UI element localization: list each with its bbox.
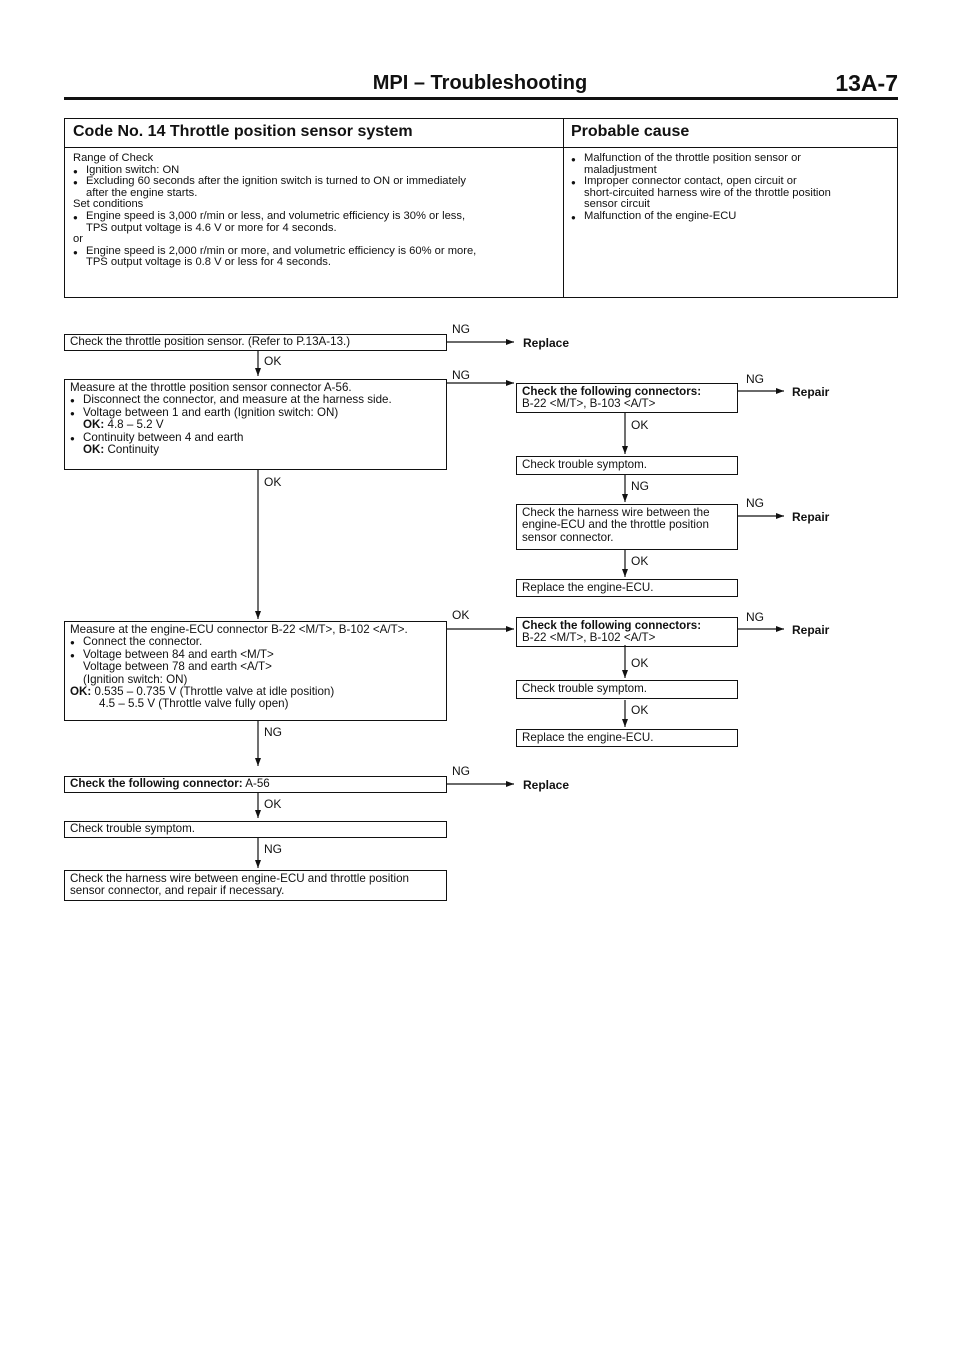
set-conditions-label: Set conditions	[73, 198, 144, 211]
check-tps-box[interactable]	[64, 334, 447, 351]
check-harness-line: engine-ECU and the throttle position	[522, 518, 709, 532]
check-harness-line: Check the harness wire between the	[522, 506, 710, 519]
set-condition-continued: TPS output voltage is 0.8 V or less for 4 seconds.	[86, 256, 332, 269]
check-trouble-text: Check trouble symptom.	[70, 822, 196, 835]
ok-value: 0.535 – 0.735 V (Throttle valve at idle position)	[94, 685, 335, 699]
measure-tps-box[interactable]	[64, 379, 447, 470]
check-trouble-box[interactable]	[516, 456, 738, 475]
ok-label: OK:	[70, 685, 92, 699]
ng-label: NG	[452, 368, 470, 382]
replace-result: Replace	[523, 778, 570, 792]
ok-label: OK:	[83, 443, 105, 457]
check-harness-box[interactable]	[516, 504, 738, 550]
or-label: or	[73, 233, 83, 246]
range-label: Range of Check	[73, 152, 154, 164]
cause-item: ● Malfunction of the engine-ECU	[571, 211, 889, 223]
measure-ecu-box[interactable]	[64, 621, 447, 721]
check-harness-line: sensor connector.	[522, 530, 614, 544]
measure-ecu-line: Measure at the engine-ECU connector B-22 <M/T>, B-102 <A/T>.	[70, 623, 408, 636]
measure-tps-bullet: ● Continuity between 4 and earth	[70, 432, 441, 444]
ng-label: NG	[264, 842, 282, 856]
ok-label: OK	[264, 475, 282, 489]
set-condition-item: ● Engine speed is 3,000 r/min or less, and volumetric efficiency is 30% or less,	[73, 211, 555, 223]
check-trouble-box[interactable]	[64, 821, 447, 838]
replace-result: Replace	[523, 336, 570, 350]
ok-label: OK	[264, 354, 282, 368]
check-connectors-b103-box[interactable]	[516, 383, 738, 413]
ng-label: NG	[631, 479, 649, 493]
cause-item-continued: short-circuited harness wire of the throttle position	[584, 186, 831, 199]
ng-label: NG	[264, 725, 282, 739]
cause-item-continued: maladjustment	[584, 163, 657, 176]
ok-label: OK	[452, 608, 470, 622]
check-connectors-detail: B-22 <M/T>, B-102 <A/T>	[522, 631, 656, 645]
page-title: MPI – Troubleshooting	[372, 72, 588, 94]
check-connectors-b102-box[interactable]	[516, 617, 738, 647]
measure-ecu-bullet: ● Voltage between 84 and earth <M/T>	[70, 649, 441, 661]
ng-label: NG	[746, 496, 764, 510]
check-connector-title: Check the following connector:	[70, 777, 243, 790]
check-connector-a56-box[interactable]	[64, 776, 447, 793]
cause-item: ● Malfunction of the throttle position sensor or	[571, 153, 889, 165]
ok-value: Continuity	[107, 443, 160, 457]
check-connectors-detail: B-22 <M/T>, B-103 <A/T>	[522, 397, 656, 411]
ok-label: OK	[631, 656, 649, 670]
ok-label: OK	[631, 703, 649, 717]
measure-tps-bullet: ● Disconnect the connector, and measure at the harness side.	[70, 394, 441, 406]
cause-item-continued: sensor circuit	[584, 198, 650, 211]
measure-tps-line: Measure at the throttle position sensor connector A-56.	[70, 381, 352, 394]
cause-item: ● Improper connector contact, open circuit or	[571, 176, 889, 188]
replace-ecu-box[interactable]	[516, 579, 738, 597]
code-header: Code No. 14 Throttle position sensor system	[73, 123, 413, 140]
ok-label: OK:	[83, 418, 105, 432]
replace-ecu-text: Replace the engine-ECU.	[522, 731, 654, 744]
probable-cause-header: Probable cause	[571, 123, 690, 140]
check-trouble-box[interactable]	[516, 680, 738, 699]
ok-label: OK	[631, 554, 649, 568]
ok-value: 4.5 – 5.5 V (Throttle valve fully open)	[99, 697, 289, 711]
check-harness-line: Check the harness wire between engine-ECU and throttle position	[70, 872, 409, 885]
ok-label: OK	[631, 418, 649, 432]
ok-label: OK	[264, 797, 282, 811]
range-item: ● Excluding 60 seconds after the ignition switch is turned to ON or immediately	[73, 176, 555, 188]
replace-ecu-text: Replace the engine-ECU.	[522, 581, 654, 594]
measure-ecu-line: (Ignition switch: ON)	[83, 672, 188, 686]
measure-tps-bullet: ● Voltage between 1 and earth (Ignition switch: ON)	[70, 407, 441, 419]
repair-result: Repair	[792, 510, 830, 524]
check-trouble-text: Check trouble symptom.	[522, 458, 648, 471]
check-harness-line: sensor connector, and repair if necessary.	[70, 884, 285, 898]
page-number: 13A-7	[835, 70, 898, 96]
measure-ecu-line: Voltage between 78 and earth <A/T>	[83, 660, 272, 674]
check-trouble-text: Check trouble symptom.	[522, 682, 648, 695]
check-connectors-title: Check the following connectors:	[522, 619, 702, 632]
check-harness-final-box[interactable]	[64, 870, 447, 901]
range-item: ● Ignition switch: ON	[73, 165, 555, 177]
ng-label: NG	[746, 372, 764, 386]
replace-ecu-box[interactable]	[516, 729, 738, 747]
ng-label: NG	[452, 322, 470, 336]
ng-label: NG	[746, 610, 764, 624]
range-item-continued: after the engine starts.	[86, 186, 198, 199]
repair-result: Repair	[792, 623, 830, 637]
set-condition-item: ● Engine speed is 2,000 r/min or more, and volumetric efficiency is 60% or more,	[73, 246, 555, 258]
check-connector-detail: A-56	[245, 777, 270, 790]
check-connectors-title: Check the following connectors:	[522, 385, 702, 398]
measure-ecu-bullet: ● Connect the connector.	[70, 636, 441, 648]
ok-value: 4.8 – 5.2 V	[107, 418, 164, 432]
repair-result: Repair	[792, 385, 830, 399]
set-condition-continued: TPS output voltage is 4.6 V or more for 4 seconds.	[86, 221, 337, 234]
ng-label: NG	[452, 764, 470, 778]
check-tps-text: Check the throttle position sensor. (Refer to P.13A-13.)	[70, 335, 351, 348]
